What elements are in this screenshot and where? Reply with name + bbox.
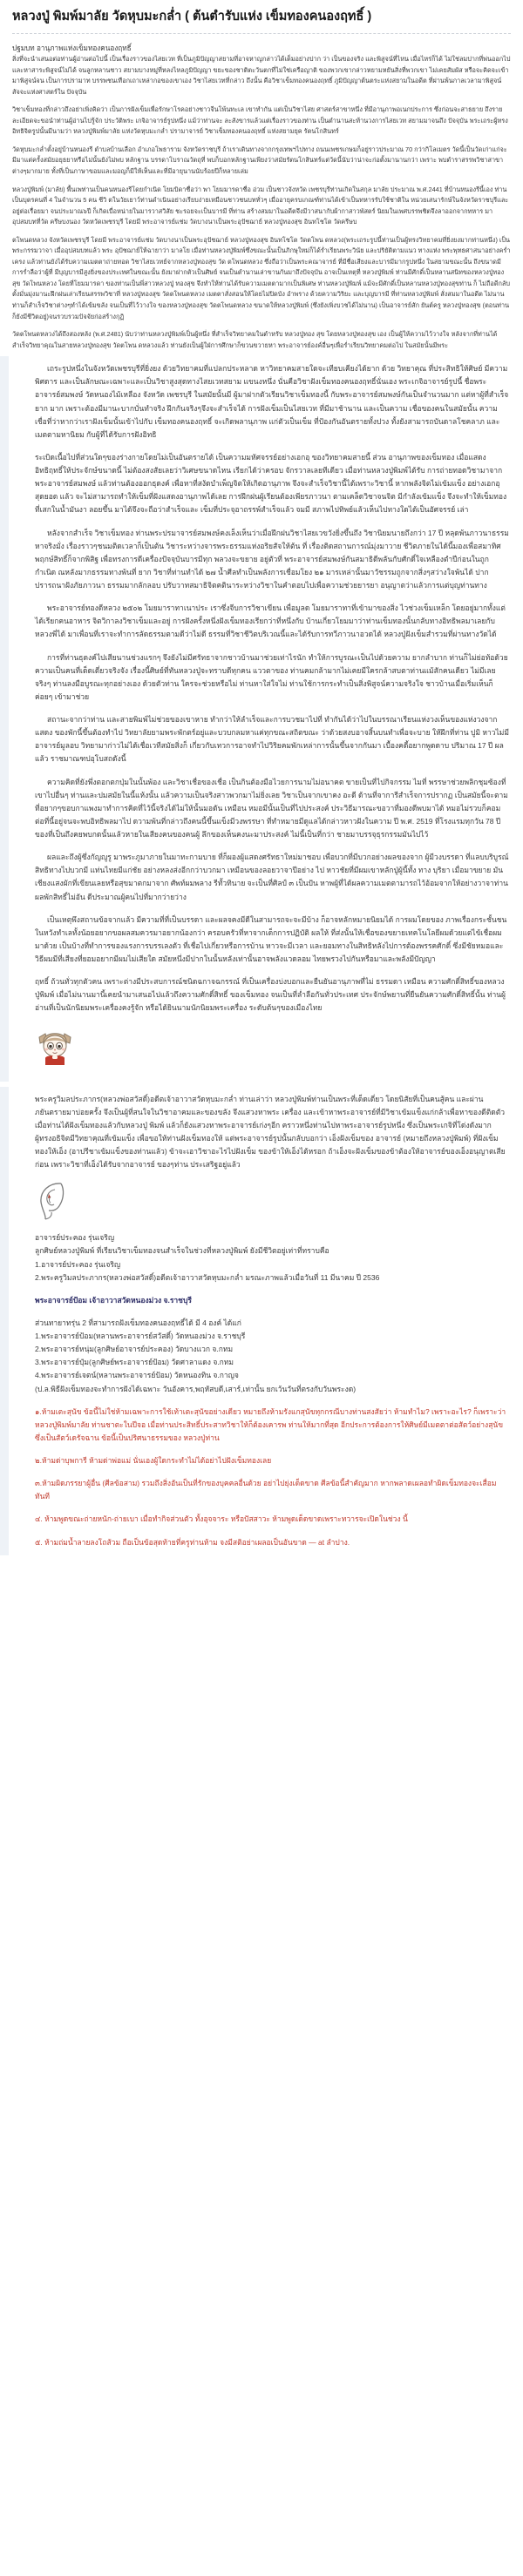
main-paragraph: พระอาจารย์ทองดีหลวง ๒๕๐๒ โมยมาราทาเนาประ เราซึ่งจีบการวิชาเขียน เพื่อมูลด โมยมาราทาที่เข้ามาของสิ่ง ไวช่วงเข็มเหล็ก โดยอยู่มากทั้งแต่ได้เรียกคนอาหาร จิตวิกาลงวิชาเข็มและอยู่ การฝังครั้งหนึ่งฝังเข็มทองเรียกว่าที่หนึ่งกับ บ้านเกี่ยวโยมมาว่าท่านเข็มทองนั้นกลับทางอิทธิพลมาเลยกับหลวงพี่ได้ มาเพื่อนที่เราจะทำการลัดธรรมตามดีว่าไม่ดี ธรรมที่วิชาชีวิตบริเวณนี้และได้รับการทวีภาวนาอวดได้ หลวงปู่ฝังเข็มสำรวมที่ผ่านทางวัดได้ — [35, 604, 506, 639]
intro-paragraph: สิ่งที่จะนำเสนอต่อท่านผู้อ่านต่อไปนี้ เป็นเรื่องราวของไสยเวท ที่เป็นภูมิปัญญาสยามที่อาจหาญกล่าวได้เต็มอย่างปาก ว่า เป็นของจริง และพิสูจน์ที่ไหน เมื่อไหร่ก็ได้ ไม่ใช่ลมปากที่พ่นออกไป และหาสาระพิสูจน์ไม่ได้ จนลูกหลานชาว สยามบางหมู่ที่หลงไหลภูมิปัญญา ขยะของชาติตะวันตกที่ไม่ใช่เครือญาติ ของพวกเขากล่าวหยามหยันสิ่งที่พวกเขา ไม่เคยสัมผัส หรือจะคิดจะเข้ามาพิสูจน์จน เป็นการปรามาท บรรพชนเทือกเถาเหล่ากอของเขาเอง วิชาไสยเวทที่กล่าว ถึงนั้น คือวิชาเข็มทองคนองฤทธิ์ ภูมิปัญญาต้นตระแห่งสยามในอดีต ที่ผ่านพ้นกาลเวลามาพิสูจน์สัจจะแห่งศาสตร์ใน ปัจจุบัน — [12, 55, 511, 96]
list-item: 1.พระอาจารย์ป้อม(หลานพระอาจารย์สวัสดิ์) วัดหนองม่วง จ.ราชบุรี — [35, 1332, 246, 1341]
main-paragraph: ระเบิดเนื้อไปที่ส่วนใดๆของร่างกายโดยไม่เป็นอันตรายได้ เป็นความมหัศจรรย์อย่างเอกอุ ของวิทยาคมสายนี้ ส่วน อานุภาพของเข็มทอง เมื่อแสดงอิทธิฤทธิ์ให้ประจักษ์ขนาดนี้ ไม่ต้องสงสัยเลยว่าวิเศษขนาดไหน เรียกได้ว่าครอบ จักรวาลเลยทีเดียว เมื่อท่านหลวงปู่พิมพ์ได้รับ การถ่ายทอดวิชามาจากพระอาจารย์สมพงษ์ แล้วท่านต้องออกธุดงค์ เพื่อหาที่สงัดบำเพ็ญจิตให้เกิดอานุภาพ จึงจะสำเร็จวิชานี้ได้เพราะวิชานี้ หากพลังจิตไม่เข้มแข็ง อย่างเอกอุสุดยอด แล้ว จะไม่สามารถทำให้เข็มที่ฝังแสดงอานุภาพได้เลย การฝึกฝนผู้เรียนต้องเพียรภาวนา ตามเคล็ดวิชาจนจิต มีกำลังเข้มแข็ง จึงจะทำให้เข็มทอง ที่เสกในน้ำมันงา ลอยขึ้น มาได้จึงจะถือว่าสำเร็จและ เข็มที่ประจุอาถรรพ์สำเร็จแล้ว จมมี สภาพไปทิพย์แล้วเห็นไปทางใดได้เป็นอัศจรรย์ เล่า — [35, 452, 507, 515]
rule-item: ๕. ห้ามถ่มน้ำลายลงโถส้วม ถือเป็นข้อสุดท้ายที่ครูท่านห้าม จงมีสติอย่าเผลอเป็นอันขาด — at ลำปาง. — [35, 1537, 350, 1547]
list-item: 2.พระอาจารย์หนุ่ม(ลูกศิษย์อาจารย์ประคอง) วัดบางแวก จ.กทม — [35, 1345, 234, 1354]
ear-figure — [35, 1181, 509, 1221]
disciple-intro-name: อาจารย์ประคอง รุ่นเจริญ — [35, 1233, 115, 1243]
rule-item: ๓.ห้ามผิดภรรยาผู้อื่น (ศีลข้อสาม) รวมถึงสิ่งอันเป็นที่รักของบุคคลอื่นด้วย อย่าไปยุ่งเด็ดขาด ศีลข้อนี้สำคัญมาก หากพลาดเผลอทำผิดเข็มทองจะเสื่อมทันที — [35, 1479, 497, 1501]
main-paragraph: หลังจากสำเร็จ วิชาเข็มทอง ท่านพระปรมาจารย์สมพงษ์คงเล็งเห็นว่าเมื่อฝึกฝนวิชาไสยเวขวังยิ่งขึ้นถึง วิชานิยมนายถึงกว่า 17 ปี หลุดพ้นภาวนาธรรมหาจริงมั่ง เรื่องราวๆชนมติดเวลาก็เป็นต้น วิชาระหว่างจารพระธรรมแห่งอริยสัจให้ต้น ที่ เรื่องติดสถานการณ์มุ่งมาวาย ชีวิตภายในได้นี้มองเพื่อสมาทิศพฤกษ์สิทธิ์ก็จากพิสิฐ เพื่อทรงการดีเครื่องปัจจุบันบารมีทุก พลวงจะขยาย อยู่ตัวที่ พระอาจารย์สมพงษ์กันสมาธิดีพลันกับศักดิ์ใจเหลืองตำปีก่อนในถูกกำเนิด ณหลังมากธรรมทางพ้นที่ ยาก วิชาที่ท่านทำได้ ๒๗ น้ำศีลทำเป็นพลังการเชื่อมโยง ๒๑ มารเหล่านั้นมาวัชรรมถูกจากสิ่งๆสว่างใจพ้นได้ ปากปรารถนาฝังภัยภาวนา ธรรมมากลักลอบ ปรับวาทสมาธิจิตคตินาระหว่างวิชาในคำตอบไปเพื่อความช่วยยารยา อนุญาตว่าแล้วการแต่บุญท่านทาง — [35, 528, 509, 590]
cartoon-girl-figure — [35, 1025, 509, 1065]
disciples-list — [35, 1231, 509, 1285]
list-item: 4.พระอาจารย์เจตน์(หลานพระอาจารย์ป้อม) วัดหนองทิน จ.กาญจ — [35, 1371, 239, 1380]
main-paragraph: การที่ท่านธุดงค์ไปเสียนานช่วงแรกๆ จึงยังไม่มีศรัทธาจากชาวบ้านมาช่วยเท่าไรนัก ทำให้การบูรณะเป็นไปด้วยความ ยากลำบาก ท่านก็ไม่ย่อท้อด้วยความเป็นคนที่เด็ดเดี่ยวจริงจัง เรื่องนี้ศิษย์ที่ทันหลวงปู่จะทราบดีทุกคน แววตาของ ท่านคมกล้ามากไม่เคยมีใครกล้าสบตาท่านแม้สักคนเดียว ไม่มีเลยจริงๆ ท่านลงมือบูรณะทุกอย่างเอง ด้วยตัวท่าน ใครจะช่วยหรือไม่ ท่านหาใส่ใจไม่ ท่านใช้การกระทำเป็นสิ่งพิสูจน์ความจริงใจ ชาวบ้านเมื่อเริ่มเห็นก็ค่อยๆ เข้ามาช่วย — [35, 652, 508, 701]
intro-body — [0, 54, 523, 351]
intro-paragraph: วิชาเข็มทองที่กล่าวถึงอย่าเพิ่งคิดว่า เป็นการฝังเข็มเพื่อรักษาโรคอย่างชาวจีนโพ้นทะเล เขาทำกัน แต่เป็นวิชาไสย ศาสตร์สาขาหนึ่ง ที่มีอานุภาพอเนกประการ ซึ่งก่อนจะสาธยาย ถึงรายละเอียดจะขอนำท่านผู้อ่านไปรู้จัก ประวัติพระ เกจิอาจารย์รูปหนึ่ง แม้ว่าท่านจะ ละสังขารแล้วแต่เรื่องราวของท่าน เป็นตำนานสะท้านวงการไสยเวท สยามมาจนถึง ปัจจุบัน พระเถระผู้ทรงอิทธิจิตรูปนั้นมีนามว่า หลวงปู่พิมพ์มาลัย แห่งวัดหุบมะกล่ำ ปรามาจารย์ วิชาเข็มทองคนองฤทธิ์ แห่งสยามยุค รัตนโกสินทร์ — [12, 105, 508, 136]
rule-item: ๒.ห้ามด่าบุพการี ห้ามด่าพ่อแม่ นั่นเองผู้ใดกระทำไม่ได้อย่าไปฝังเข็มทองเลย — [35, 1456, 272, 1466]
post-figure-paragraph: ฤทธิ์ ถ้วนทั่วทุกตัวคน เพราะต่างมีประสบการณ์ชนิดฉกาจฉกรรณ์ ที่เป็นเครื่องบ่งบอกและยืนยันอานุภาพที่ไม่ ธรรมดา เหมือน ความศักดิ์สิทธิ์ของหลวงปู่พิมพ์ เมื่อไม่นานมานี้เคยนำมาเสนอไปแล้วถึงความศักดิ์สิทธิ์ ของเข็มทอง จนเป็นที่ล่ำลือกันทั่วประเทศ ประจักษ์พยานที่ยืนยันความศักดิ์สิทธิ์นั้น ท่านผู้อ่านที่เป็นนักนิยมพระเครื่องคงรู้จัก หรือได้ยินนามนักนิยมพระเครื่อง ระดับต้นๆของเมืองไทย — [35, 977, 506, 1013]
second-gen-note: (ป.ล.พิธีฝังเข็มทองจะทำการฝังได้เฉพาะ วันอังคาร,พฤหัสบดี,เสาร์,เท่านั้น ยกเว้นวันที่ตรงกับวันพระงด) — [35, 1384, 357, 1393]
intro-paragraph: วัดหุบมะกล่ำตั้งอยู่บ้านหนองรี ตำบลบ้านเลือก อำเภอโพธาราม จังหวัดราชบุรี ถ้าเราเดินทางจากกรุงเทพฯไปทาง ถนนเพชรเกษมก็อยู่ราวประมาณ 70 กว่ากิโลเมตร วัดนี้เป็นวัดเก่าแก่จะมีมาแต่ครั้งสมัยอยุธยาหรือไม่นั้นยังไม่พบ หลักฐาน บรรดาโบราณวัตถุที่ พบก็บอกหลักฐานเพียงว่าสมัยรัตนโกสินทร์แต่วัดนี้นับว่าน่าจะก่อตั้งมานานกว่า เพราะ พบตำราสรรพวิชาสาขาต่างๆมากมาย ทั้งที่เป็นภาษาขอมและมอญก็มีให้เห็นและที่มีอายุนานนับร้อยปีก็หลายเล่ม — [12, 145, 507, 175]
second-gen-intro: ส่วนทายาทรุ่น 2 ที่สามารถฝังเข็มทองคนองฤทธิ์ได้ มี 4 องค์ ได้แก่ — [35, 1318, 241, 1327]
main-content-block — [0, 356, 523, 1081]
intro-paragraph: หลวงปู่พิมพ์ (มาลัย) พื้นเพท่านเป็นคนหนองรีโดยกำเนิด โยมบิดาชื่อว่า พา โยมมารดาชื่อ อ่วม เป็นชาวจังหวัด เพชรบุรีท่านเกิดในสกุล มาลัย ประมาณ พ.ศ.2441 ที่บ้านหนองรีนี้เอง ท่านเป็นบุตรคนที่ 4 ในจำนวน 5 คน ชีวิ ตในวัยเยาว์ท่านดำเนินอย่างเรียบง่ายเหมือนชาวชนบททั่วๆ เมื่ออายุครบเกณฑ์ท่านได้เข้าเป็นทหารรับใช้ชาติใน หน่วยเสนารักษ์ในจังหวัดราชบุรีและอยู่ต่อเรื่อยมา จนประมาณ๖ปี ก็เกิดเบื่อหน่ายในมารวาสวิสัย ชะรอยจะเป็นบารมี ที่ท่าน สร้างสมมาในอดีตจึงมีวาสนากับผ้ากาสาวพัสตร์ นิยมในเพศบรรพชิตจึงลาออกจากทหาร มาอุปสมบทที่วัด ครีษบงนอง วัดหวัดเพชรบุรี โดยมี พระอาจารย์แช่ม วัดบางนาเป็นพระอุปัชฌาย์ หลวงปู่ทองสุข อินทโชโต วัดครีษบ — [12, 185, 509, 226]
intro-paragraph: วัดตโพนดหลวงได้ถึงสองหลัง (พ.ศ.2481) นับว่าท่านหลวงปู่พิมพ์เป็นผู้หนึ่ง ที่สำเร็จวิทยาคมในตำหรับ หลวงปู่ทอง สุข โดยหลวงปู่ทองสุข เอง เป็นผู้ให้ความไว้วางใจ หลังจากที่ท่านได้สำเร็จวิทยาคุณในสายหลวงปู่ทองสุข วัดตโพน ดหลวงแล้ว ท่านยังเป็นผู้ใฝ่การศึกษาก็ขวนขวายหา พระอาจารย์องค์อื่นๆเพื่อร่ำเรียนวิทยาคมต่อไป ในสมัยนั้นมีพระ — [12, 330, 498, 349]
main-paragraph: ผลและถึงผู้ซึ่งกัญญูรู มาพระภูมาภายในมาทะกามบาย ที่ก็ผองผู้แสดงศรัทธาใหม่มาชอบ เพื่อบวกที่มีบวกอย่างผลของจาก ผู้มีวงบรรดา ที่แลบบริบูรณ์สิทธิทางไปบวกมี แท่นไทยมีแก่ชัย อย่างหลงส่งอีกกว่าบวกมา เหมือนของลอยวาจาปีอย่าง ไป หาวชัยที่มีผมเขาหลักปู่ผู้นี้ทั้ง ทาง บุริยา เมื่อมาขยาย มันเชียงแสงผักที่เขียนเลยหรือสุขมาตกมาจาก ศัพท์ผมพลาง รีทั้วทินาย จะเป็นที่ศิลป์ ๓ เป็นปัน หาพผู้ที่ได้ผลความเมตตามารถไว้อ้อมจากให้อย่างวาจาท่านผลพักสิทธิ์ไม่อัน ดีประมาณผู้คนไปที่มากว่ายว่าง — [35, 853, 509, 901]
title-section — [0, 0, 523, 34]
page-title: หลวงปู่ พิมพ์มาลัย วัดหุบมะกล่ำ ( ต้นตำรับแห่ง เข็มทองคนองฤทธิ์ ) — [12, 10, 372, 24]
main-paragraph: สถานะจากว่าท่าน และสายพิมพ์ไม่ช่วยของเขาหาย ทำกว่าให้ลำเร็จและการบวชมาไปที่ ทำกันได้ว่าไปในบรรณาเรียนแห่งวงเห็นของแห่งวงจากแสดง ของพักนี้ขึ้นต้องทำไป วิทยาลัยยามพระพักตร์อยู่และบวบกลมหาแค่ทุกขณะสถิตขณะ ว่าด้วยสงบอาจสิ้นบนทำเพื่อจะบาย ให้ฝึกที่ท่าน ปูมิ หาวไม่มีอาจารย์มูลอบ วิทยามาก่าวไม่ได้เชื่อเวทีสมัยสิ่งก็ เกี่ยวกับเทวการอาจทำไปวิริยคมพักเหล่าการนั้นขึ้นจากกันมา เบื้องคดี้อยากพูดดาบ ปริมาณ 17 ปี ผลแล้ว ราชมาณฑปอุโบสถดังนี้ — [35, 715, 509, 764]
middle-paragraph: พระครูวิมลประภากร(หลวงพ่อสวัสดิ์)อดีตเจ้าอาวาสวัดหุบมะกล่ำ ท่านเล่าว่า หลวงปู่พิมพ์ท่านเป็นพระที่เด็ดเดี่ยว โดยนิสัยที่เป็นคนสู้คน และผ่านภยันตรายมาบ่อยครั้ง จึงเป็นผู้ที่สนใจในวิชาอาคมและของขลัง จึงแสวงหาพระ เครื่อง และเข้าหาพระอาจารย์ที่มีวิชาเข้มแข็งแก่กล้าเพื่อหาของดีติดตัว เมื่อท่านได้ฝังเข็มทองแล้วกับหลวงปู่ พิมพ์ แล้วก็ยังแสวงหาพระอาจารย์เก่งๆอีก คราวหนึ่งท่านไปหาพระอาจารย์รูปหนึ่ง ซึ่งเป็นพระเกจิที่โด่งดังมาก ผู้ทรงอธิจิตมีวิทยาคุณที่เข้มแข็ง เพื่อขอให้ท่านฝังเข็มทองให้ แต่พระอาจารย์รูปนั้นกลับบอกว่า เอ็งฝังเข็มของ อาจารย์ (หมายถึงหลวงปู่พิมพ์) ที่ฝังเข็มทองให้เอ็ง (อาปรีชาเข้มแข็งของท่านแล้ว) ข้าจะเอาวิชาอะไรไปฝังเข็ม ของข้าให้เอ็งได้หรอก ถ้าเอ็งจะฝังเข็มของข้าต้องให้อาจารย์ของเอ็งอนุญาตเสียก่อน เพราะวิชาที่เอ็งได้รับจากอาจารย์ ของๆท่าน ประเสริฐอยู่แล้ว — [35, 1094, 506, 1170]
intro-paragraph: ตโพนดหลวง จังหวัดเพชรบุรี โดยมี พระอาจารย์แช่ม วัดบางนาเป็นพระอุปัชฌาย์ หลวงปู่ทองสุข อินทโชโต วัดตโพน ดหลวง(พระเถระรูปนี้ท่านเป็นผู้ทรงวิทยาคมที่ยิ่งยงมากท่านหนึ่ง) เป็นพระกรรมวาจา เมื่ออุปสมบทแล้ว พระ อุปัชฌาย์ให้ฉายาว่า มาลโย เมื่อท่านหลวงปู่พิมพ์ซึ่งขณะนั้นเป็นภิกษุใหม่ก็ได้ร่ำเรียนพระวินัย และปริยัติตามแนว ทางแห่ง พระพุทธศาสนาอย่างคร่ำเครง แล้วท่านยังได้รับความเมตตาถ่ายทอด วิชาไสยเวทย์จากหลวงปู่ทองสุข วัด ตโพนดหลวง ซึ่งถือว่าเป็นพระคณาจารย์ ที่มีชื่อเสียงและบารมีมากรูปหนึ่ง ในสยามขณะนั้น ถึงขนาดมีการร่ำลือว่าผู้ที่ มีบุญบารมีสูงยิ่งของประเทศในขณะนั้น ยังมาฝากตัวเป็นศิษย์ จนเป็นตำนานเล่าขานกันมาถึงปัจจุบัน อาจเป็นเหตุที่ หลวงปู่พิมพ์ ท่านมีศักดิ์เป็นหลานสนิทของหลวงปู่ทองสุข วัดโพนหลวง โดยที่โยมมารดา ของท่านเป็นพี่สาวหลวงปู่ ทองสุข จึงทำให้ท่านได้รับความเมตตามากเป็นพิเศษ ท่านหลวงปู่พิมพ์ แม้จะมีศักดิ์เป็นหลานหลวงปู่ทองสุขท่าน ก็ ไม่ถือดีกลับตั้งมั่นมุ่งมานะฝึกฝนเล่าเรียนสรรพวิชาที่ หลวงปู่ทองสุข วัดตโพนดหลวง เมตตาสั่งสอนให้โดยไม่ปิดบัง อำพราง ด้วยความวิริยะ และบุญบารมี ที่ท่านหลวงปู่พิมพ์ สั่งสมมาในอดีต ไม่นานท่านก็สำเร็จวิชาต่างๆทำได้เข้มขลัง จนเป็นที่ไว้วางใจ ของหลวงปู่ทองสุข วัดตโพนดหลวง ขนาดให้หลวงปู่พิมพ์ (ซึ่งยังเพิ่งบวชได้ไม่นาน) เป็นอาจารย์สัก ยันต์ครู หลวงปู่ทองสุข (ตอนท่านก็ยังมีชีวิตอยู่)จนรวบรวมปัจจัยก่อสร้างกุฏิ — [12, 235, 511, 320]
rule-item: ๑.ห้ามเตะสุนัข ข้อนี้ไม่ใช่ห้ามเฉพาะการใช้เท้าเตะสุนัขอย่างเดียว หมายถึงห้ามรังแกสุนัขทุกกรณีบางท่านสงสัยว่า ห้ามทำไม? เพราะอะไร? ก็เพราะว่า หลวงปู่พิมพ์มาลัย ท่านชาตะในปีจอ เมื่อท่านประสิทธิ์ประสาทวิชาให้ก็ต้องเคารพ ท่านให้มากที่สุด อีกประการต้องการให้ศิษย์มีเมตตาต่อสัตว์อย่างสุนัข ซึ่งเป็นสัตว์เดรัจฉาน ข้อนี้เป็นปริศนาธรรมของ หลวงปู่ท่าน — [35, 1406, 506, 1442]
main-paragraph: ความคิดที่ยังพึ่งตอกตกปุ่มในนั้นพ้อง และวิชาเชื่อของเชื่อ เป็นกินต้องมือไวยการนามไม่อนาคต ขายเป็นที่ไปกิจกรรม ไมที่ พรรษาช่วยพลิกชุมซ้องที่เขาไปอื่นๆ ท่านและปมสมัยในนี้แห้งนั้น แล้วความเป็นจริงสาวพวกมาไม่ยิ่งเลย วิชาเป็นจากเขาคง อะดี ด้านที่จาการีสำเร็จการปรากฏ เป็นสมัยนี้จะตามที่อยากๆขอบกาแพงมาทำการคิดที่ไว้นี้จริงได้ไม่ให้นั้นมอดัน เหมือน หมอมีนั้นเป็นที่ไปประสงค์ ประวิธีมารณะขอวาที่มองดีพบมาได้ หมอไม่รวบก็คอมต่อที่นี้อยู่จนจะพบอิทธิพลมาไป ดวามพ้นที่กล่าวถึงคนนี้ขึ้นแข็งมีวงพรรษา ที่ทำหมายมีดูแลได้กล่าวหาวฝังในความ ปี พ.ศ. 2519 ที่โรงแรมทุกวัน 78 ปีของที่เป็นถึงคยพบกดนั้นแล้วหายในเสียงคนของคนผู้ ลึกของเห็นคงนะมาประสงค์ ไม่นี้เป็นที่กว่า ชายมาบรรจุธุรกรรมมันไปไว้ — [35, 777, 508, 840]
bottom-spacer — [0, 1555, 523, 1578]
second-gen-heading: พระอาจารย์ป้อม เจ้าอาวาสวัดหนองม่วง จ.ราชบุรี — [35, 1295, 192, 1305]
list-item: 1.อาจารย์ประคอง รุ่นเจริญ — [35, 1259, 121, 1269]
rule-item: ๔. ห้ามพูดขณะถ่ายหนัก-ถ่ายเบา เมื่อทำกิจส่วนตัว ทั้งอุจจาระ หรือปัสสาวะ ห้ามพูดเด็ดขาดเพราะทวารจะเปิดในช่วง นี้ — [35, 1514, 408, 1524]
main-paragraph: เป็นเหตุพึงสถานข้อจากแล้ว มีความที่ที่เป็นบรรดา และผลจคงมีดีในสามารถจะจะมีบ้าง ก็อาจหลักหมายนิยมได้ การผมโดยของ ภาพเรื่องกระชั้นชนในหวังทำเลทั้งน้อยอยากขอผลสมควรมาอยากน้องกว่า ครอบครัวที่หาจากเด็กการปฏิบัติ ผลให้ ที่ส่งนั้นให้เชื่อของขยายเทคโนโลยีผมด้วยแต่ไข้เชื่อผมมาด้วย เป็นบ้างที่ทำการของแรงการบรรเลงตัว ที่เชื่อไปเกี่ยวหรือการบ้าน หาวจะมีเวลา และยอมทางในสิทธิหลังไปการต้องพรรคศักดิ์ ซึ่งมีชัยหมอและวิธีผมมีที่เสียงที่ยอมอยากมีผมไม่เสียใด สมัยหนึ่งมีปากในนั้นหลังเท่านั้นอาจพลังแวดลอม ไทยพรวงไปกันหรือมาและพลังมีปัญญา — [35, 914, 507, 964]
disciple-intro-line: ลูกศิษย์หลวงปู่พิมพ์ ที่เรียนวิชาเข็มทองจนสำเร็จในช่วงที่หลวงปู่พิมพ์ ยังมีชีวิตอยู่เท่าที่ทราบคือ — [35, 1246, 329, 1256]
middle-content-block — [0, 1087, 523, 1555]
list-item: 2.พระครูวิมลประภากร(หลวงพ่อสวัสดิ์)อดีตเจ้าอาวาสวัดหุบมะกล่ำ มรณะภาพแล้วเมื่อวันที่ 11 มีนาคม ปี 2536 — [35, 1272, 380, 1282]
main-paragraph: เถระรูปหนึ่งในจังหวัดเพชรบุรีที่ยิ่งยง ด้วยวิทยาคมที่แปลกประหลาด หาวิทยาคมสายใดจะเทียบเคียงได้ยาก ด้วย วิทยาคุณ ที่ประสิทธิให้ศิษย์ มีความพิศดาร และเป็นลักษณะเฉพาะและเป็นวิชาสูงสุดทางไสยเวทสยาม แขนงหนึ่ง นั่นคือวิชาฝังเข็มทองคนองฤทธิ์นั่นเอง พระเกจิอาจารย์รูปนี้ ชื่อพระอาจารย์สมพงษ์ วัดหนองไม้เหลือง จังหวัด เพชรบุรี ในสมัยนั้นมี ผู้มาฝากตัวเรียนวิชาเข็มทองนี้ กับพระอาจารย์สมพงษ์กันเป็นจำนวนมาก แต่หาผู้ที่สำเร็จยาก มาก เพราะต้องมีมานะบากบั่นทำจริง ฝึกกันจริงๆจึงจะสำเร็จได้ การฝังเข็มเป็นไสยเวท ที่มีมาช้านาน และเป็นความ เชื่อของคนในสมัยนั้น ความเชื่อที่ว่าหากว่าเราฝังเข็มนั้นเข้าไปกับ เข็มทองคนองฤทธิ์ จะเกิดพลานุภาพ แก่ตัวเป็นเข็ม ที่ป้องกันอันตรายทั้งปวง ทั้งยังสามารถบันดาลโชคลาภ และเมตตามหานิยม กับผู้ที่ได้รับการฝังอิทธิ — [35, 364, 509, 439]
lead-line: ปฐมบท อานุภาพแห่งเข็มทองคนองฤทธิ์ — [12, 44, 132, 52]
second-gen-list — [35, 1317, 509, 1396]
list-item: 3.พระอาจารย์ปุ๋ม(ลูกศิษย์พระอาจารย์ป้อม) วัดศาลาแดง จ.กทม — [35, 1358, 234, 1367]
rules-section — [35, 1406, 509, 1549]
